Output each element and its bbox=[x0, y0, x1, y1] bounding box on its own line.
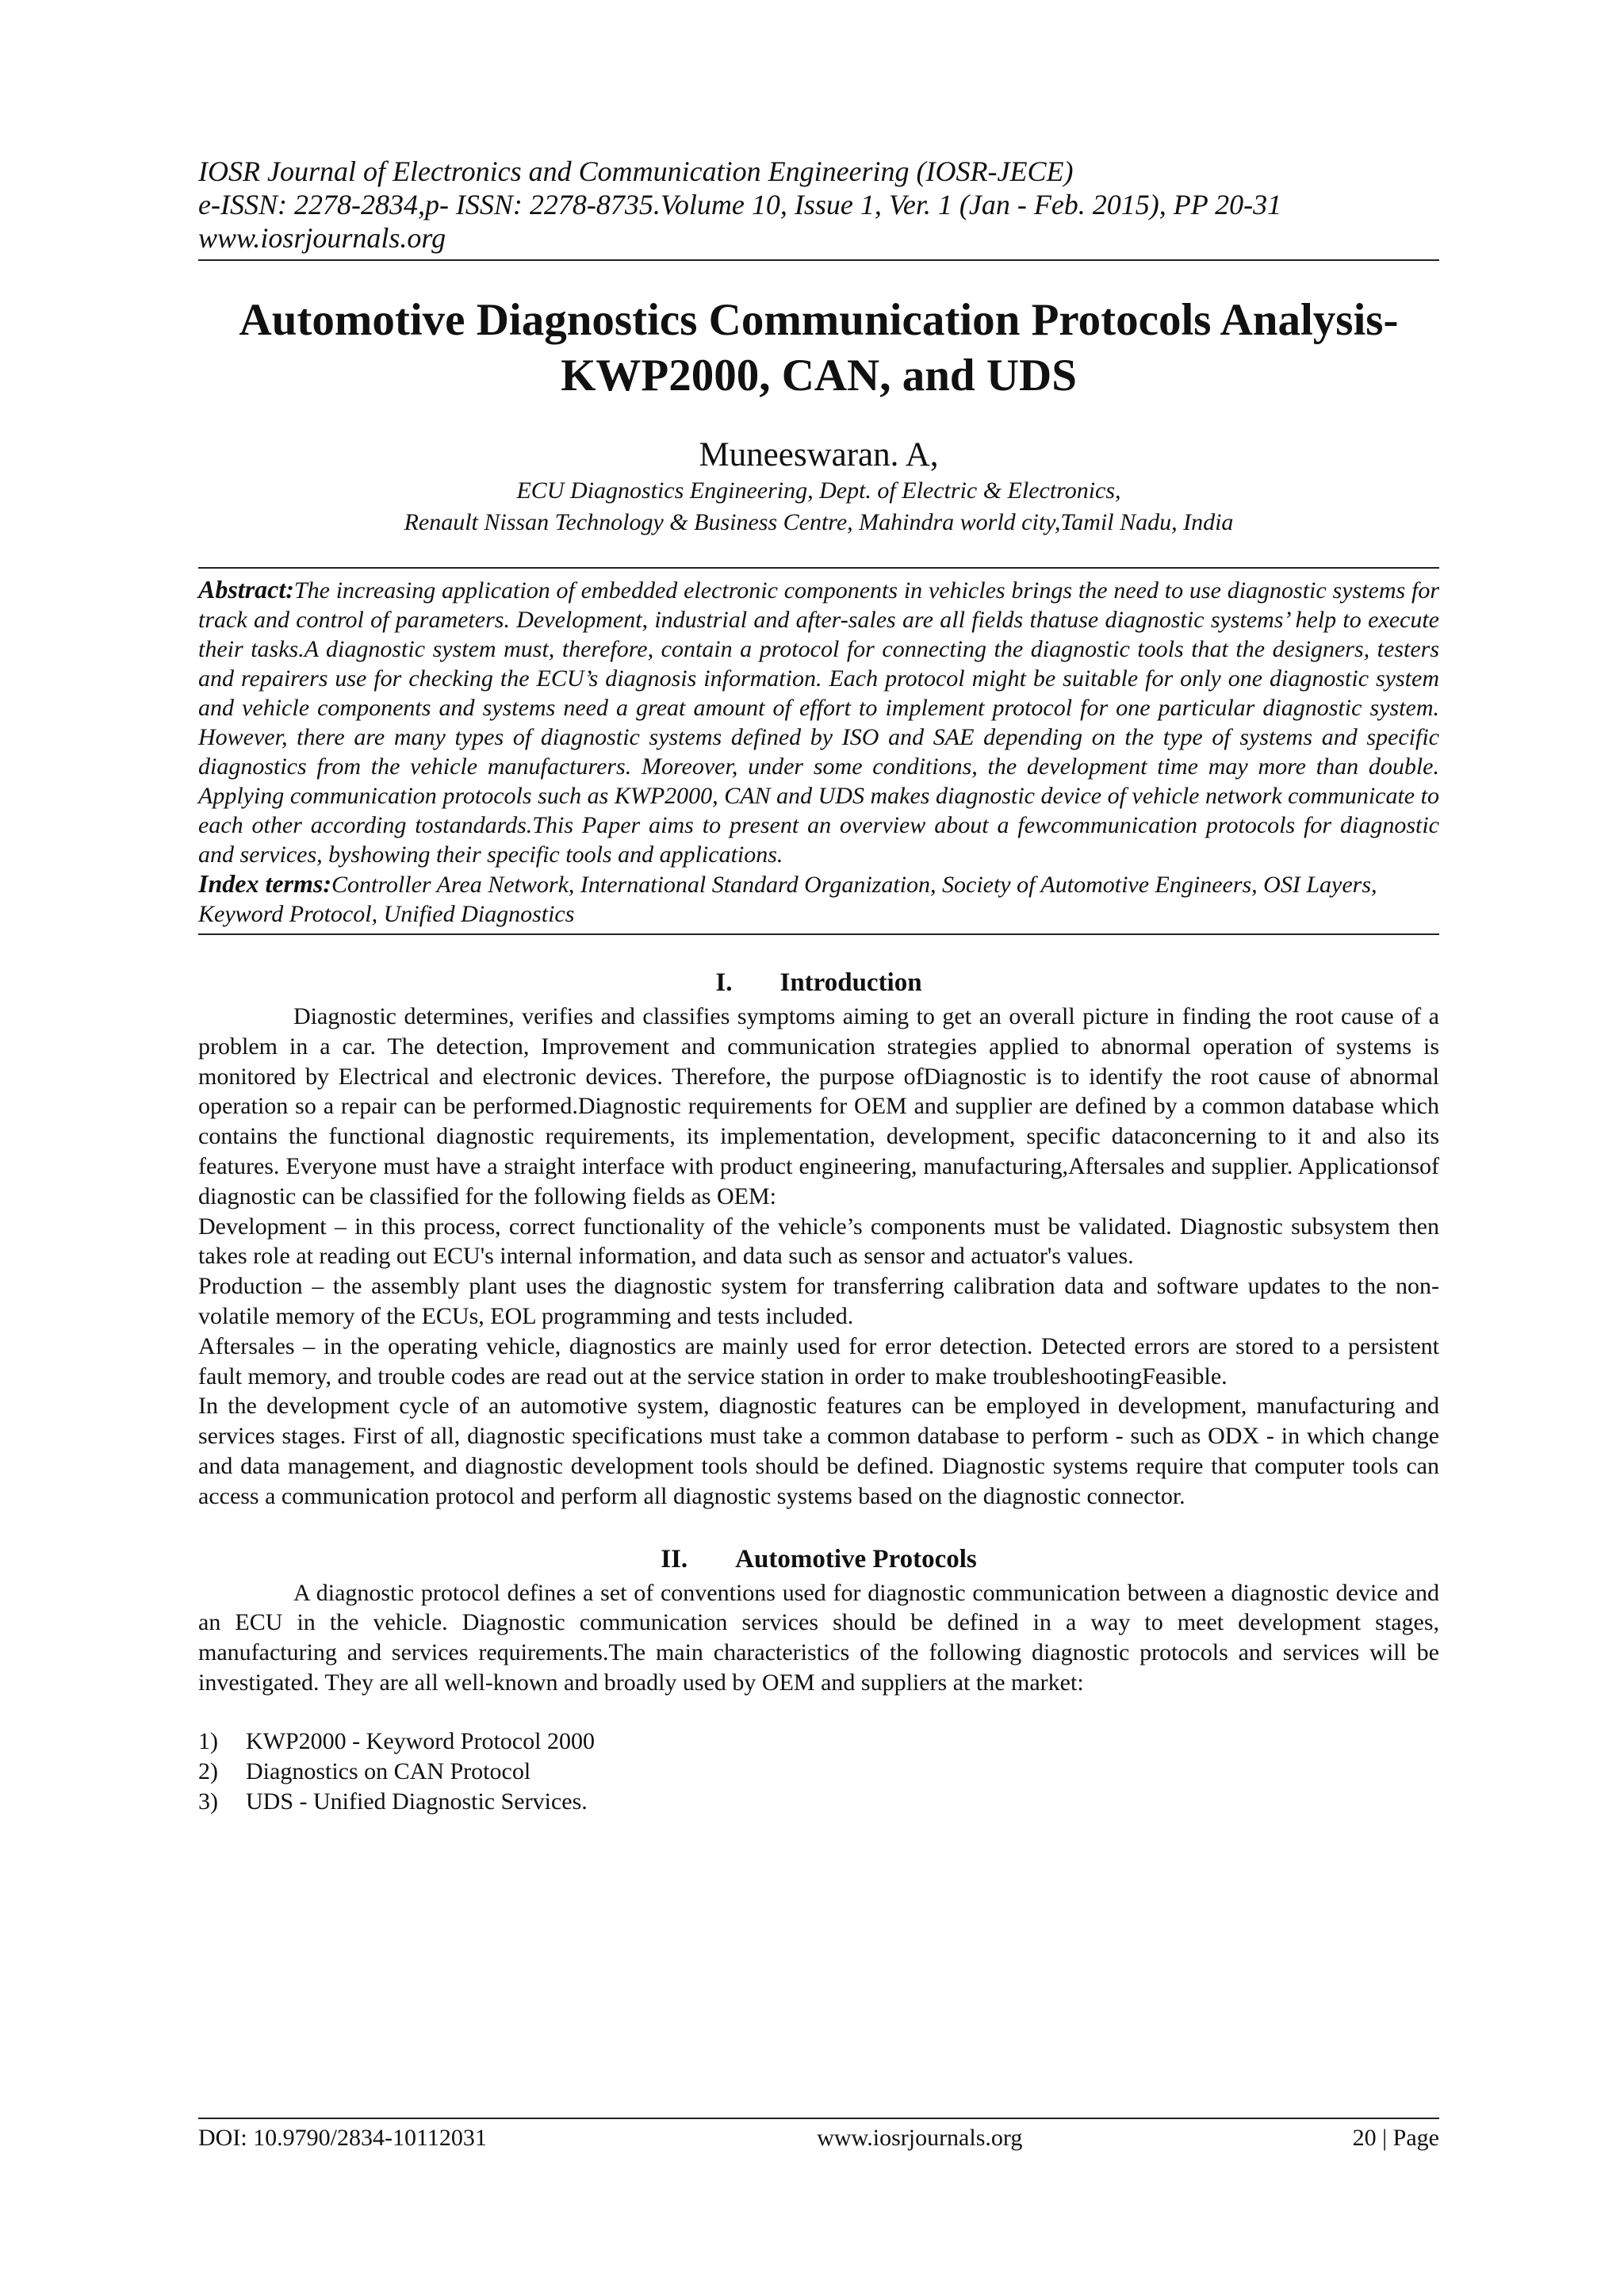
journal-website: www.iosrjournals.org bbox=[198, 222, 446, 254]
list-item-number: 2) bbox=[198, 1757, 218, 1784]
list-item bbox=[198, 1727, 1439, 1757]
paragraph: Diagnostic determines, verifies and classifies symptoms aiming to get an overall picture in finding the root cause of a problem in a car. The detection, Improvement and communication strategies applied to abnormal operation of systems is monitored by Electrical and electronic devices. Therefore, the purpose ofDiagnostic is to identify the root cause of abnormal operation so a repair can be performed.Diagnostic requirements for OEM and supplier are defined by a common database which contains the functional diagnostic requirements, its implementation, development, specific dataconcerning to it and also its features. Everyone must have a straight interface with product engineering, manufacturing,Aftersales and supplier. Applicationsof diagnostic can be classified for the following fields as OEM: bbox=[198, 1003, 1439, 1209]
page-footer bbox=[198, 2118, 1439, 2154]
section-heading-automotive-protocols bbox=[198, 1543, 1439, 1575]
list-item-number: 1) bbox=[198, 1727, 218, 1754]
introduction-body bbox=[198, 1002, 1439, 1512]
index-terms bbox=[198, 869, 1439, 929]
paper-title bbox=[198, 293, 1439, 404]
paragraph: Development – in this process, correct functionality of the vehicle’s components must be validated. Diagnostic subsystem then takes role at reading out ECU's internal information, and data such as sensor and actuator's values. bbox=[198, 1213, 1439, 1270]
footer-doi: DOI: 10.9790/2834-10112031 bbox=[198, 2125, 487, 2151]
section-heading-introduction bbox=[198, 967, 1439, 999]
protocol-list bbox=[198, 1727, 1439, 1817]
header-rule bbox=[198, 259, 1439, 261]
affiliation-line-2: Renault Nissan Technology & Business Centre, Mahindra world city,Tamil Nadu, India bbox=[404, 509, 1234, 535]
list-item-text: KWP2000 - Keyword Protocol 2000 bbox=[246, 1727, 595, 1754]
index-terms-label: Index terms: bbox=[198, 869, 331, 898]
abstract-label: Abstract: bbox=[198, 575, 294, 604]
list-item bbox=[198, 1757, 1439, 1787]
affiliation bbox=[198, 475, 1439, 539]
list-item bbox=[198, 1787, 1439, 1817]
protocols-body bbox=[198, 1578, 1439, 1698]
affiliation-line-1: ECU Diagnostics Engineering, Dept. of Electric & Electronics, bbox=[516, 477, 1121, 504]
paragraph: In the development cycle of an automotive system, diagnostic features can be employed in development, manufacturing and services stages. First of all, diagnostic specifications must take a common database to perform - such as ODX - in which change and data management, and diagnostic development tools should be defined. Diagnostic systems require that computer tools can access a communication protocol and perform all diagnostic systems based on the diagnostic connector. bbox=[198, 1393, 1439, 1509]
section-number: II. bbox=[661, 1544, 688, 1573]
journal-header bbox=[198, 155, 1439, 255]
paragraph: Production – the assembly plant uses the diagnostic system for transferring calibration data and software updates to the non-volatile memory of the ECUs, EOL programming and tests included. bbox=[198, 1273, 1439, 1329]
footer-website: www.iosrjournals.org bbox=[817, 2125, 1023, 2151]
list-item-text: UDS - Unified Diagnostic Services. bbox=[246, 1788, 588, 1815]
section-title: Introduction bbox=[779, 968, 922, 997]
index-terms-text: Controller Area Network, International Standard Organization, Society of Automotive Engineers, OSI Layers, Keyword Protocol, Unified Diagnostics bbox=[198, 872, 1377, 927]
footer-page-number: 20 | Page bbox=[1352, 2125, 1439, 2151]
section-title: Automotive Protocols bbox=[735, 1544, 977, 1573]
section-number: I. bbox=[715, 968, 733, 997]
title-line-2: KWP2000, CAN, and UDS bbox=[561, 351, 1077, 401]
paragraph: A diagnostic protocol defines a set of conventions used for diagnostic communication between a diagnostic device and an ECU in the vehicle. Diagnostic communication services should be defined in a way to meet development stages, manufacturing and services requirements.The main characteristics of the following diagnostic protocols and services will be investigated. They are all well-known and broadly used by OEM and suppliers at the market: bbox=[198, 1579, 1439, 1696]
journal-issn: e-ISSN: 2278-2834,p- ISSN: 2278-8735.Volume 10, Issue 1, Ver. 1 (Jan - Feb. 2015), PP 20-31 bbox=[198, 189, 1282, 220]
paper-page bbox=[198, 155, 1439, 1817]
journal-name: IOSR Journal of Electronics and Communication Engineering (IOSR-JECE) bbox=[198, 155, 1074, 187]
author-name: Muneeswaran. A, bbox=[699, 436, 939, 473]
abstract bbox=[198, 575, 1439, 869]
list-item-text: Diagnostics on CAN Protocol bbox=[246, 1757, 531, 1784]
abstract-text: The increasing application of embedded electronic components in vehicles brings the need to use diagnostic systems for track and control of parameters. Development, industrial and after-sales are all fields thatuse diagnostic systems’ help to execute their tasks.A diagnostic system must, therefore, contain a protocol for connecting the diagnostic tools that the designers, testers and repairers use for checking the ECU’s diagnosis information. Each protocol might be suitable for only one diagnostic system and vehicle components and systems need a great amount of effort to implement protocol for one particular diagnostic system. However, there are many types of diagnostic systems defined by ISO and SAE depending on the type of systems and specific diagnostics from the vehicle manufacturers. Moreover, under some conditions, the development time may more than double. Applying communication protocols such as KWP2000, CAN and UDS makes diagnostic device of vehicle network communicate to each other according tostandards.This Paper aims to present an overview about a fewcommunication protocols for diagnostic and services, byshowing their specific tools and applications. bbox=[198, 577, 1439, 868]
title-line-1: Automotive Diagnostics Communication Protocols Analysis- bbox=[239, 295, 1399, 345]
abstract-box bbox=[198, 567, 1439, 935]
paragraph: Aftersales – in the operating vehicle, diagnostics are mainly used for error detection. Detected errors are stored to a persistent fault memory, and trouble codes are read out at the service station in order to make troubleshootingFeasible. bbox=[198, 1332, 1439, 1389]
list-item-number: 3) bbox=[198, 1788, 218, 1815]
